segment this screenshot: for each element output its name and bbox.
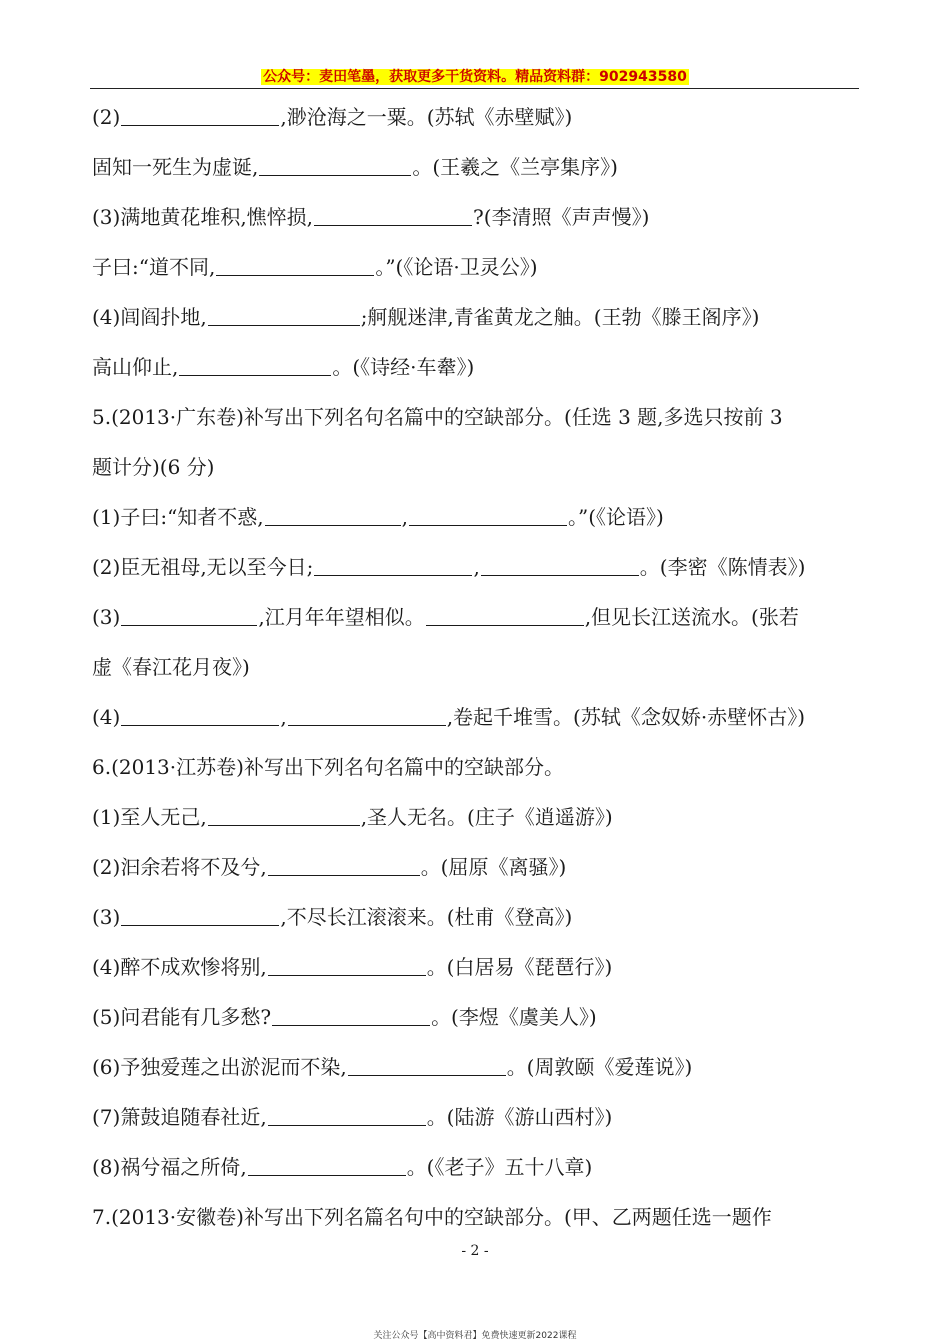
answer-blank[interactable] bbox=[208, 805, 360, 826]
answer-blank[interactable] bbox=[121, 105, 279, 126]
text-line: (2) ,渺沧海之一粟。(苏轼《赤壁赋》) bbox=[92, 105, 573, 129]
text-line: 高山仰止, 。(《诗经·车舝》) bbox=[92, 355, 475, 379]
text-line: (6)予独爱莲之出淤泥而不染, 。(周敦颐《爱莲说》) bbox=[92, 1055, 693, 1079]
answer-blank[interactable] bbox=[259, 155, 411, 176]
text-line: (3) ,不尽长江滚滚来。(杜甫《登高》) bbox=[92, 905, 573, 929]
header-rule bbox=[90, 88, 859, 89]
answer-blank[interactable] bbox=[265, 505, 401, 526]
page-number: - 2 - bbox=[461, 1243, 489, 1259]
header-banner-text: 公众号：麦田笔墨，获取更多干货资料。精品资料群：902943580 bbox=[263, 69, 687, 85]
question-heading-cont: 题计分)(6 分) bbox=[92, 455, 215, 479]
answer-blank[interactable] bbox=[409, 505, 567, 526]
text-line: (3) ,江月年年望相似。 ,但见长江送流水。(张若 bbox=[92, 605, 799, 629]
answer-blank[interactable] bbox=[348, 1055, 506, 1076]
answer-blank[interactable] bbox=[216, 255, 374, 276]
answer-blank[interactable] bbox=[314, 205, 472, 226]
question-heading: 5.(2013·广东卷)补写出下列名句名篇中的空缺部分。(任选 3 题,多选只按前 3 bbox=[92, 405, 783, 429]
answer-blank[interactable] bbox=[268, 1105, 426, 1126]
text-line: (4) , ,卷起千堆雪。(苏轼《念奴娇·赤壁怀古》) bbox=[92, 705, 806, 729]
text-line: (8)祸兮福之所倚, 。(《老子》五十八章) bbox=[92, 1155, 593, 1179]
answer-blank[interactable] bbox=[208, 305, 360, 326]
answer-blank[interactable] bbox=[121, 705, 279, 726]
answer-blank[interactable] bbox=[268, 855, 420, 876]
text-line: (2)汩余若将不及兮, 。(屈原《离骚》) bbox=[92, 855, 567, 879]
answer-blank[interactable] bbox=[121, 605, 257, 626]
question-heading: 7.(2013·安徽卷)补写出下列名篇名句中的空缺部分。(甲、乙两题任选一题作 bbox=[92, 1205, 772, 1229]
text-line: (4)醉不成欢惨将别, 。(白居易《琵琶行》) bbox=[92, 955, 613, 979]
answer-blank[interactable] bbox=[426, 605, 584, 626]
text-line: (5)问君能有几多愁? 。(李煜《虞美人》) bbox=[92, 1005, 597, 1029]
text-line: 子曰:“道不同, 。”(《论语·卫灵公》) bbox=[92, 255, 538, 279]
text-line: (7)箫鼓追随春社近, 。(陆游《游山西村》) bbox=[92, 1105, 613, 1129]
text-line-cont: 虚《春江花月夜》) bbox=[92, 655, 250, 679]
answer-blank[interactable] bbox=[268, 955, 426, 976]
text-line: (1)子曰:“知者不惑, , 。”(《论语》) bbox=[92, 505, 664, 529]
text-line: (4)闾阎扑地, ;舸舰迷津,青雀黄龙之舳。(王勃《滕王阁序》) bbox=[92, 305, 760, 329]
text-line: (3)满地黄花堆积,憔悴损, ?(李清照《声声慢》) bbox=[92, 205, 650, 229]
text-line: (1)至人无己, ,圣人无名。(庄子《逍遥游》) bbox=[92, 805, 613, 829]
text-line: (2)臣无祖母,无以至今日; , 。(李密《陈情表》) bbox=[92, 555, 806, 579]
answer-blank[interactable] bbox=[272, 1005, 430, 1026]
answer-blank[interactable] bbox=[481, 555, 639, 576]
question-heading: 6.(2013·江苏卷)补写出下列名句名篇中的空缺部分。 bbox=[92, 755, 564, 779]
answer-blank[interactable] bbox=[179, 355, 331, 376]
answer-blank[interactable] bbox=[288, 705, 446, 726]
footer-note: 关注公众号【高中资料君】免费快速更新2022课程 bbox=[373, 1331, 577, 1341]
header-banner bbox=[0, 68, 950, 86]
answer-blank[interactable] bbox=[121, 905, 279, 926]
answer-blank[interactable] bbox=[248, 1155, 406, 1176]
document-body bbox=[92, 92, 862, 1242]
text-line: 固知一死生为虚诞, 。(王羲之《兰亭集序》) bbox=[92, 155, 618, 179]
answer-blank[interactable] bbox=[314, 555, 472, 576]
